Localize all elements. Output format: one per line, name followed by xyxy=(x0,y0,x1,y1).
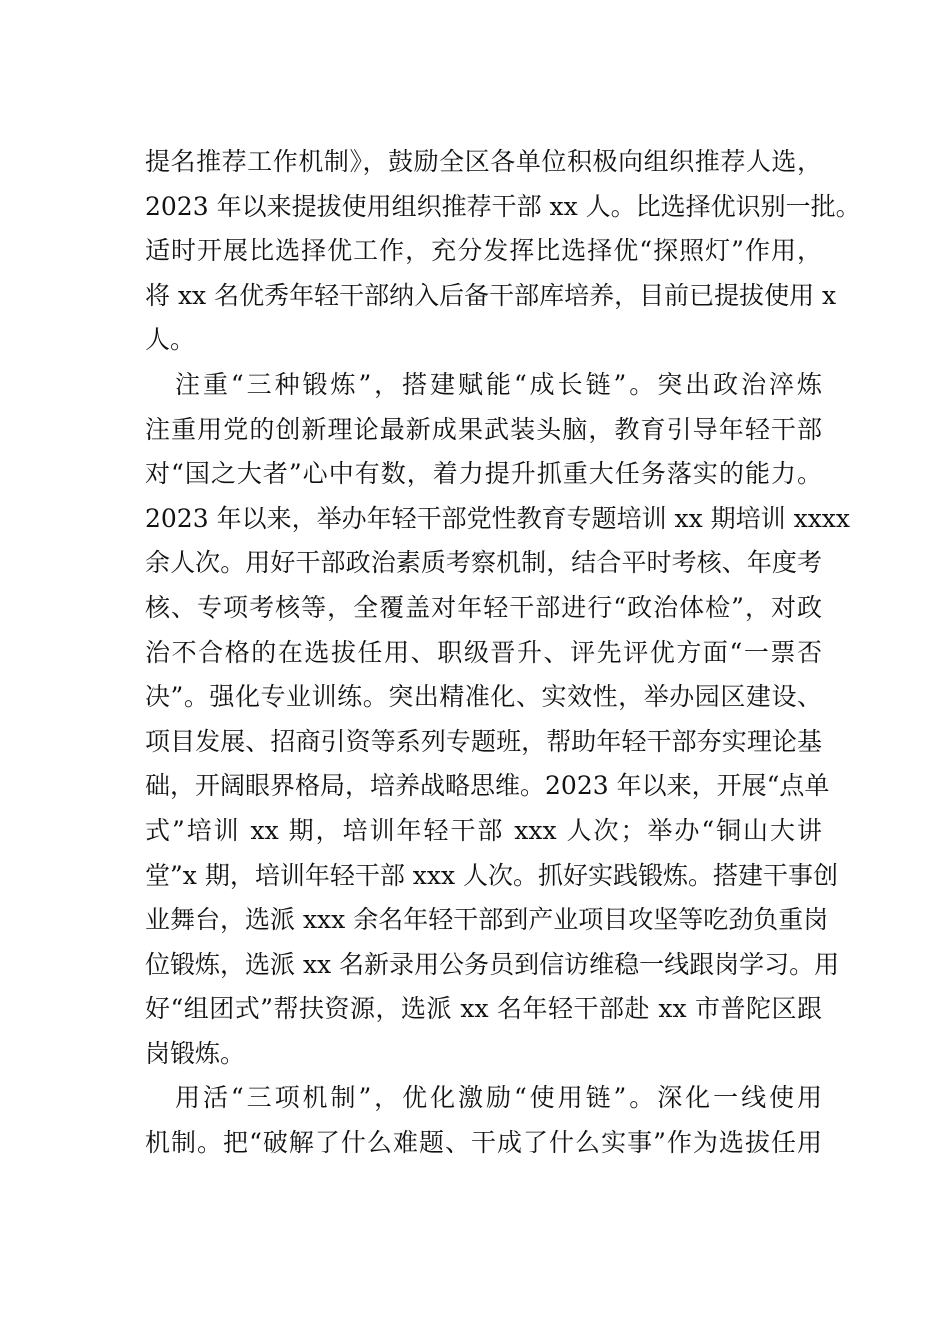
text-line: 堂”x 期，培训年轻干部 xxx 人次。抓好实践锻炼。搭建干事创 xyxy=(145,860,839,890)
text-line: 余人次。用好干部政治素质考察机制，结合平时考核、年度考 xyxy=(145,548,822,578)
text-line: 业舞台，选派 xxx 余名年轻干部到产业项目攻坚等吃劲负重岗 xyxy=(145,905,829,935)
text-line: 提名推荐工作机制》，鼓励全区各单位积极向组织推荐人选， xyxy=(145,147,822,176)
text-line: 项目发展、招商引资等系列专题班，帮助年轻干部夯实理论基 xyxy=(145,726,822,756)
text-line: 位锻炼，选派 xx 名新录用公务员到信访维稳一线跟岗学习。用 xyxy=(145,949,840,979)
text-line: 适时开展比选择优工作，充分发挥比选择优“探照灯”作用， xyxy=(145,236,822,266)
text-line: 岗锻炼。 xyxy=(145,1038,246,1068)
paragraph xyxy=(145,140,861,363)
text-line: 用活“三项机制”，优化激励“使用链”。深化一线使用 xyxy=(175,1083,822,1113)
text-line: 2023 年以来，举办年轻干部党性教育专题培训 xx 期培训 xxxx xyxy=(145,503,851,533)
paragraph xyxy=(145,1076,822,1165)
text-line: 核、专项考核等，全覆盖对年轻干部进行“政治体检”，对政 xyxy=(145,592,822,622)
text-line: 决”。强化专业训练。突出精准化、实效性，举办园区建设、 xyxy=(145,682,822,712)
text-line: 注重“三种锻炼”，搭建赋能“成长链”。突出政治淬炼 xyxy=(175,369,822,399)
text-line: 对“国之大者”心中有数，着力提升抓重大任务落实的能力。 xyxy=(145,459,822,489)
paragraph xyxy=(145,363,851,1077)
text-line: 好“组团式”帮扶资源，选派 xx 名年轻干部赴 xx 市普陀区跟 xyxy=(145,994,822,1024)
text-line: 注重用党的创新理论最新成果武装头脑，教育引导年轻干部 xyxy=(145,414,822,444)
text-line: 2023 年以来提拔使用组织推荐干部 xx 人。比选择优识别一批。 xyxy=(145,191,861,221)
text-line: 治不合格的在选拔任用、职级晋升、评先评优方面“一票否 xyxy=(145,637,822,667)
text-line: 机制。把“破解了什么难题、干成了什么实事”作为选拔任用 xyxy=(145,1128,822,1158)
text-line: 础，开阔眼界格局，培养战略思维。2023 年以来，开展“点单 xyxy=(145,771,830,801)
text-line: 式”培训 xx 期，培训年轻干部 xxx 人次；举办“铜山大讲 xyxy=(145,815,822,845)
text-line: 人。 xyxy=(145,325,196,355)
document-body xyxy=(145,140,861,1166)
text-line: 将 xx 名优秀年轻干部纳入后备干部库培养，目前已提拔使用 x xyxy=(145,280,837,310)
